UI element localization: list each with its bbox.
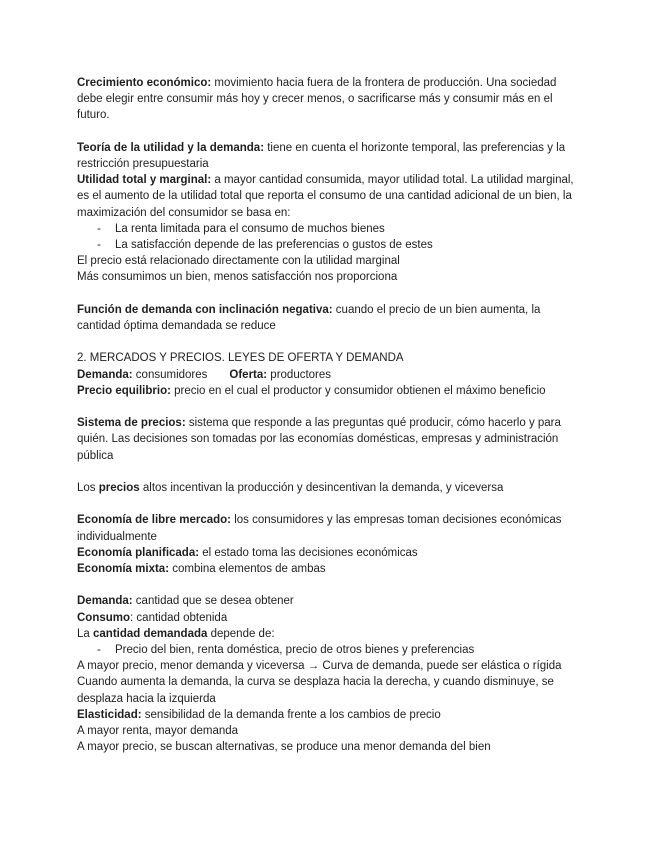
paragraph-mixta bbox=[77, 561, 583, 577]
paragraph-elasticidad bbox=[77, 707, 583, 723]
term-text: cantidad que se desea obtener bbox=[132, 595, 294, 608]
term-label: Oferta: bbox=[229, 368, 268, 381]
bullet-list-demanda bbox=[77, 642, 583, 658]
term-text: depende de: bbox=[207, 627, 275, 640]
term-text: precio en el cual el productor y consumidor obtienen el máximo beneficio bbox=[170, 384, 546, 397]
paragraph-demanda-oferta bbox=[77, 367, 583, 383]
term-label: Teoría de la utilidad y la demanda: bbox=[77, 141, 265, 154]
term-label: Economía planificada: bbox=[77, 546, 200, 559]
paragraph-funcion-demanda bbox=[77, 302, 583, 334]
paragraph-teoria-utilidad bbox=[77, 140, 583, 172]
paragraph-libre-mercado bbox=[77, 512, 583, 544]
term-label: Demanda: bbox=[77, 368, 133, 381]
paragraph-precios bbox=[77, 480, 583, 496]
paragraph-cantidad-demandada bbox=[77, 626, 583, 642]
bullet-list-utilidad bbox=[77, 221, 583, 253]
paragraph-planificada bbox=[77, 545, 583, 561]
term-text: altos incentivan la producción y desincentivan la demanda, y viceversa bbox=[139, 482, 504, 494]
term-label: Elasticidad: bbox=[77, 708, 142, 721]
list-item: - La renta limitada para el consumo de muchos bienes bbox=[97, 221, 583, 237]
term-text: los consumidores y las empresas toman decisiones económicas individualmente bbox=[77, 514, 562, 543]
term-text: tiene en cuenta el horizonte temporal, las preferencias y la restricción presupuestaria bbox=[77, 141, 566, 170]
section-heading: 2. MERCADOS Y PRECIOS. LEYES DE OFERTA Y DEMANDA bbox=[77, 352, 404, 365]
list-item: - La satisfacción depende de las preferencias o gustos de estes bbox=[97, 237, 583, 253]
paragraph-line: A mayor precio, se buscan alternativas, se produce una menor demanda del bien bbox=[77, 741, 491, 754]
term-label: Precio equilibrio: bbox=[77, 384, 171, 397]
term-text: movimiento hacia fuera de la frontera de producción. Una sociedad debe elegir entre consumir más hoy y crecer menos, o sacrificarse más y consumir más en el futuro. bbox=[77, 77, 557, 122]
term-text: cuando el precio de un bien aumenta, la cantidad óptima demandada se reduce bbox=[77, 303, 541, 333]
term-text: combina elementos de ambas bbox=[169, 563, 326, 575]
paragraph-line: A mayor precio, menor demanda y viceversa → Curva de demanda, puede ser elástica o rígida bbox=[77, 660, 562, 673]
term-label: cantidad demandada bbox=[93, 627, 208, 640]
paragraph-line: El precio está relacionado directamente con la utilidad marginal bbox=[77, 255, 400, 268]
term-label: Función de demanda con inclinación negativa: bbox=[77, 303, 333, 316]
list-item: - Precio del bien, renta doméstica, precio de otros bienes y preferencias bbox=[97, 642, 583, 658]
term-label: Utilidad total y marginal: bbox=[77, 174, 212, 187]
paragraph-crecimiento bbox=[77, 75, 583, 124]
paragraph-line: Cuando aumenta la demanda, la curva se desplaza hacia la derecha, y cuando disminuye, se desplaza hacia la izquierda bbox=[77, 676, 554, 705]
term-text: : cantidad obtenida bbox=[130, 611, 228, 624]
paragraph-sistema-precios bbox=[77, 415, 583, 464]
paragraph-line: Más consumimos un bien, menos satisfacción nos proporciona bbox=[77, 271, 398, 284]
text-span: Los bbox=[77, 482, 99, 494]
term-label: Economía mixta: bbox=[77, 563, 170, 575]
term-label: Sistema de precios: bbox=[77, 417, 186, 430]
paragraph-utilidad-total bbox=[77, 172, 583, 221]
term-text: el estado toma las decisiones económicas bbox=[199, 546, 418, 559]
term-text: sensibilidad de la demanda frente a los cambios de precio bbox=[141, 708, 441, 721]
text-span: La bbox=[77, 627, 93, 640]
paragraph-precio-equilibrio bbox=[77, 383, 583, 399]
term-label: Crecimiento económico: bbox=[77, 77, 212, 89]
paragraph-consumo bbox=[77, 610, 583, 626]
term-label: Consumo bbox=[77, 611, 131, 624]
term-text: a mayor cantidad consumida, mayor utilidad total. La utilidad marginal, es el aumento de la utilidad total que reporta el consumo de una cantidad adicional de un bien, la maximización del consumidor se basa en: bbox=[77, 174, 574, 219]
term-label: Demanda: bbox=[77, 595, 133, 608]
term-text: sistema que responde a las preguntas qué producir, cómo hacerlo y para quién. Las decisiones son tomadas por las economías domésticas, empresas y administración pública bbox=[77, 417, 561, 462]
paragraph-demanda bbox=[77, 593, 583, 609]
term-text: productores bbox=[267, 368, 332, 381]
term-text: consumidores bbox=[132, 368, 208, 381]
term-label: precios bbox=[98, 482, 140, 494]
term-label: Economía de libre mercado: bbox=[77, 514, 232, 527]
paragraph-line: A mayor renta, mayor demanda bbox=[77, 725, 239, 738]
